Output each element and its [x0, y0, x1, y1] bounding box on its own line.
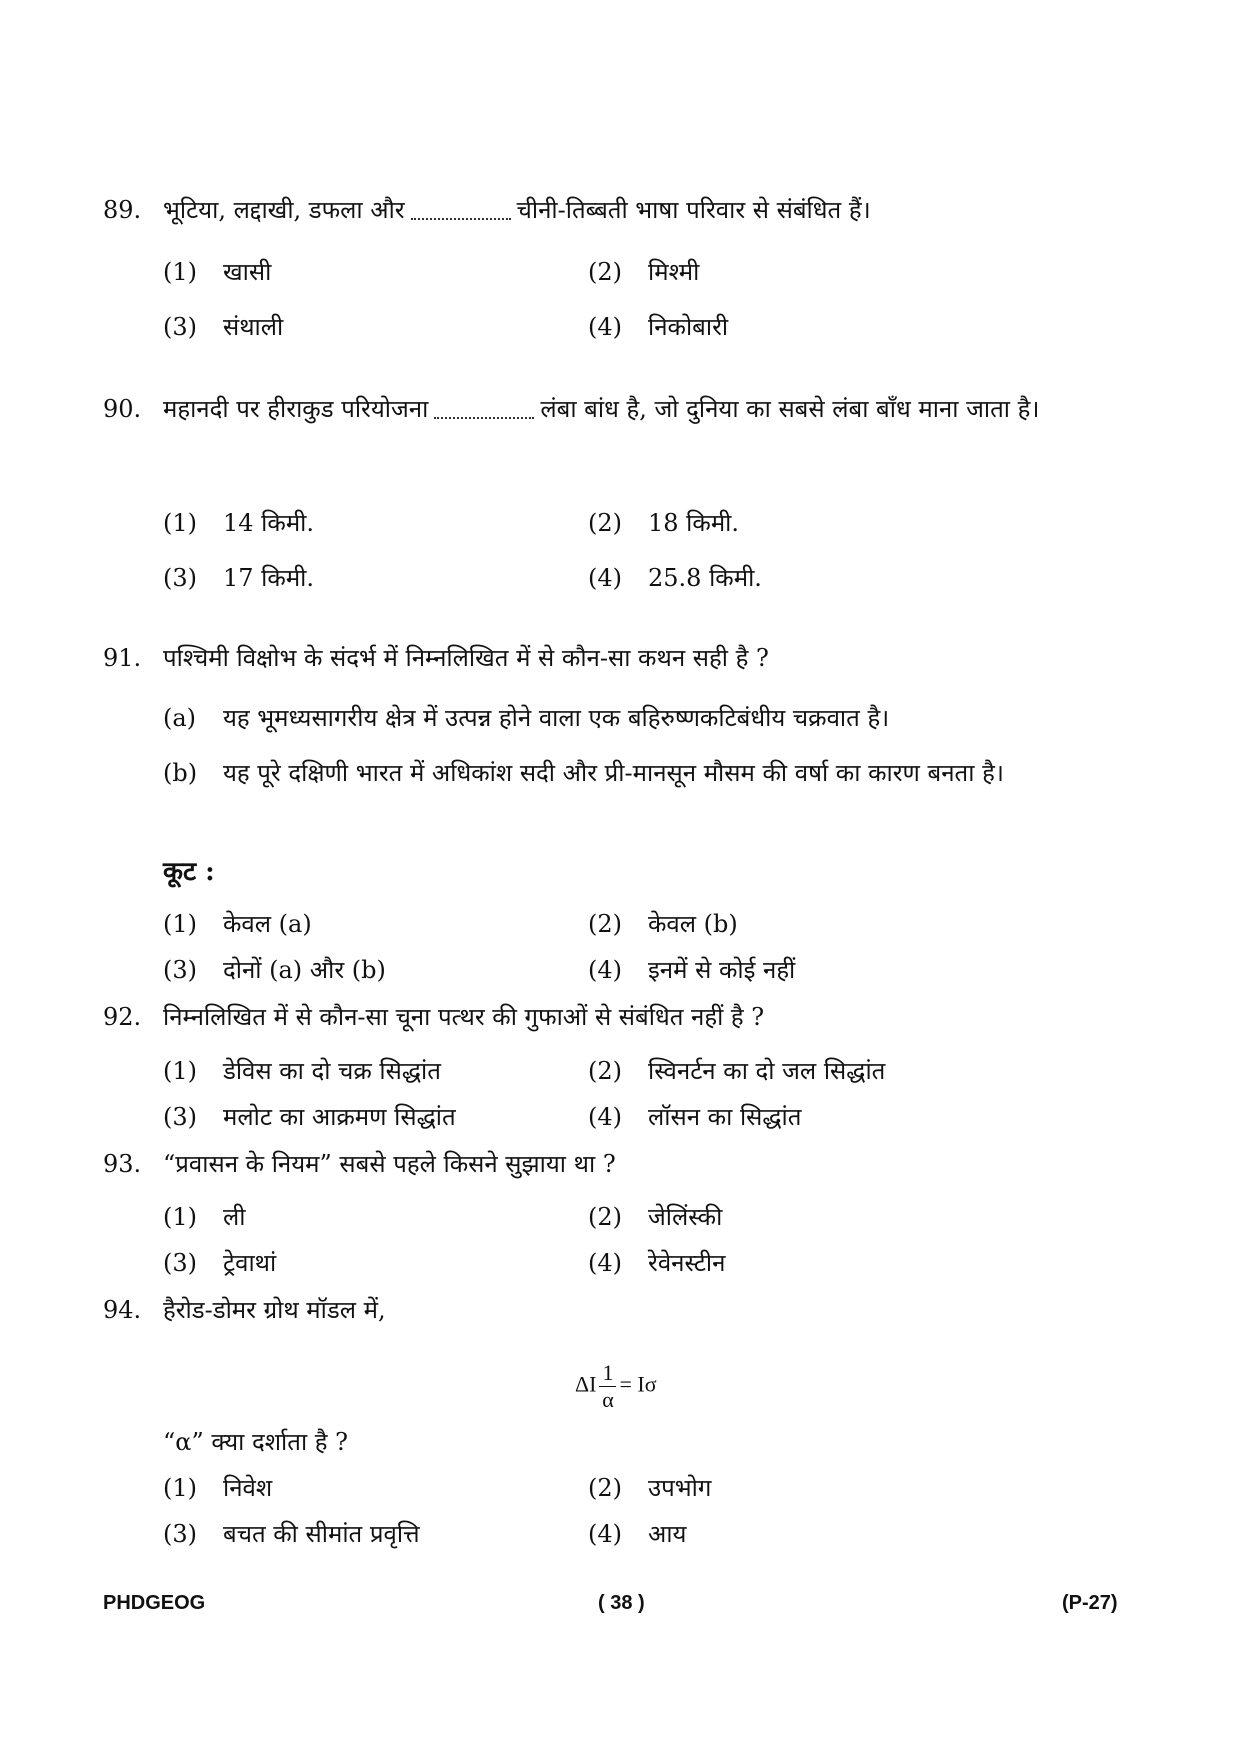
option-1: (1) 14 किमी. [163, 509, 315, 537]
option-2: (2) केवल (b) [588, 910, 738, 938]
question-94-sub: “α” क्या दर्शाता है ? [163, 1428, 349, 1456]
fraction: $\frac{1}{\alpha}$ [599, 1360, 616, 1413]
blank-dots [434, 403, 534, 419]
question-92 [103, 992, 1143, 1042]
statement-a: (a) यह भूमध्यसागरीय क्षेत्र में उत्पन्न होने वाला एक बहिरुष्णकटिबंधीय चक्रवात है। [163, 704, 890, 732]
option-3: (3) संथाली [163, 313, 284, 341]
option-1: (1) खासी [163, 258, 272, 286]
question-93 [103, 1139, 1143, 1189]
question-stem: निम्नलिखित में से कौन-सा चूना पत्थर की गुफाओं से संबंधित नहीं है ? [163, 1003, 765, 1031]
koot-label: कूट : [163, 857, 215, 887]
option-1: (1) ली [163, 1203, 246, 1231]
question-number: 90. [103, 395, 142, 423]
option-3: (3) बचत की सीमांत प्रवृत्ति [163, 1520, 420, 1548]
question-number: 92. [103, 1003, 142, 1031]
option-3: (3) ट्रेवाथां [163, 1249, 277, 1277]
option-2: (2) मिश्मी [588, 258, 700, 286]
option-4: (4) रेवेनस्टीन [588, 1249, 726, 1277]
harrod-domar-formula: ΔI $\frac{1}{\alpha}$ = Iσ [575, 1360, 657, 1412]
option-4: (4) लॉसन का सिद्धांत [588, 1103, 802, 1131]
question-91 [103, 633, 1143, 683]
statement-b: (b) यह पूरे दक्षिणी भारत में अधिकांश सदी और प्री-मानसून मौसम की वर्षा का कारण बनता है। [163, 759, 1004, 787]
footer-set-code: (P-27) [1062, 1592, 1118, 1614]
option-3: (3) 17 किमी. [163, 564, 315, 592]
option-4: (4) निकोबारी [588, 313, 729, 341]
question-stem: “प्रवासन के नियम” सबसे पहले किसने सुझाया था ? [163, 1150, 616, 1178]
option-2: (2) 18 किमी. [588, 509, 740, 537]
option-3: (3) मलोट का आक्रमण सिद्धांत [163, 1103, 456, 1131]
option-2: (2) स्विनर्टन का दो जल सिद्धांत [588, 1057, 886, 1085]
question-stem: महानदी पर हीराकुड परियोजना लंबा बांध है, जो दुनिया का सबसे लंबा बाँध माना जाता है। [163, 395, 1040, 423]
question-89 [103, 185, 1143, 235]
blank-dots [411, 204, 511, 220]
footer-page-number: ( 38 ) [598, 1592, 645, 1614]
option-1: (1) निवेश [163, 1474, 273, 1502]
question-94 [103, 1285, 1143, 1335]
option-2: (2) उपभोग [588, 1474, 712, 1502]
question-stem: हैरोड-डोमर ग्रोथ मॉडल में, [163, 1296, 386, 1324]
option-4: (4) आय [588, 1520, 687, 1548]
option-1: (1) केवल (a) [163, 910, 312, 938]
question-90 [103, 384, 1143, 434]
option-1: (1) डेविस का दो चक्र सिद्धांत [163, 1057, 441, 1085]
question-number: 93. [103, 1150, 142, 1178]
option-2: (2) जेलिंस्की [588, 1203, 723, 1231]
option-3: (3) दोनों (a) और (b) [163, 956, 386, 984]
question-number: 89. [103, 196, 142, 224]
option-4: (4) 25.8 किमी. [588, 564, 762, 592]
question-stem: भूटिया, लद्दाखी, डफला और चीनी-तिब्बती भाषा परिवार से संबंधित हैं। [163, 196, 871, 224]
question-number: 94. [103, 1296, 142, 1324]
question-stem: पश्चिमी विक्षोभ के संदर्भ में निम्नलिखित में से कौन-सा कथन सही है ? [163, 644, 769, 672]
option-4: (4) इनमें से कोई नहीं [588, 956, 796, 984]
footer-paper-code: PHDGEOG [103, 1592, 206, 1614]
question-number: 91. [103, 644, 142, 672]
